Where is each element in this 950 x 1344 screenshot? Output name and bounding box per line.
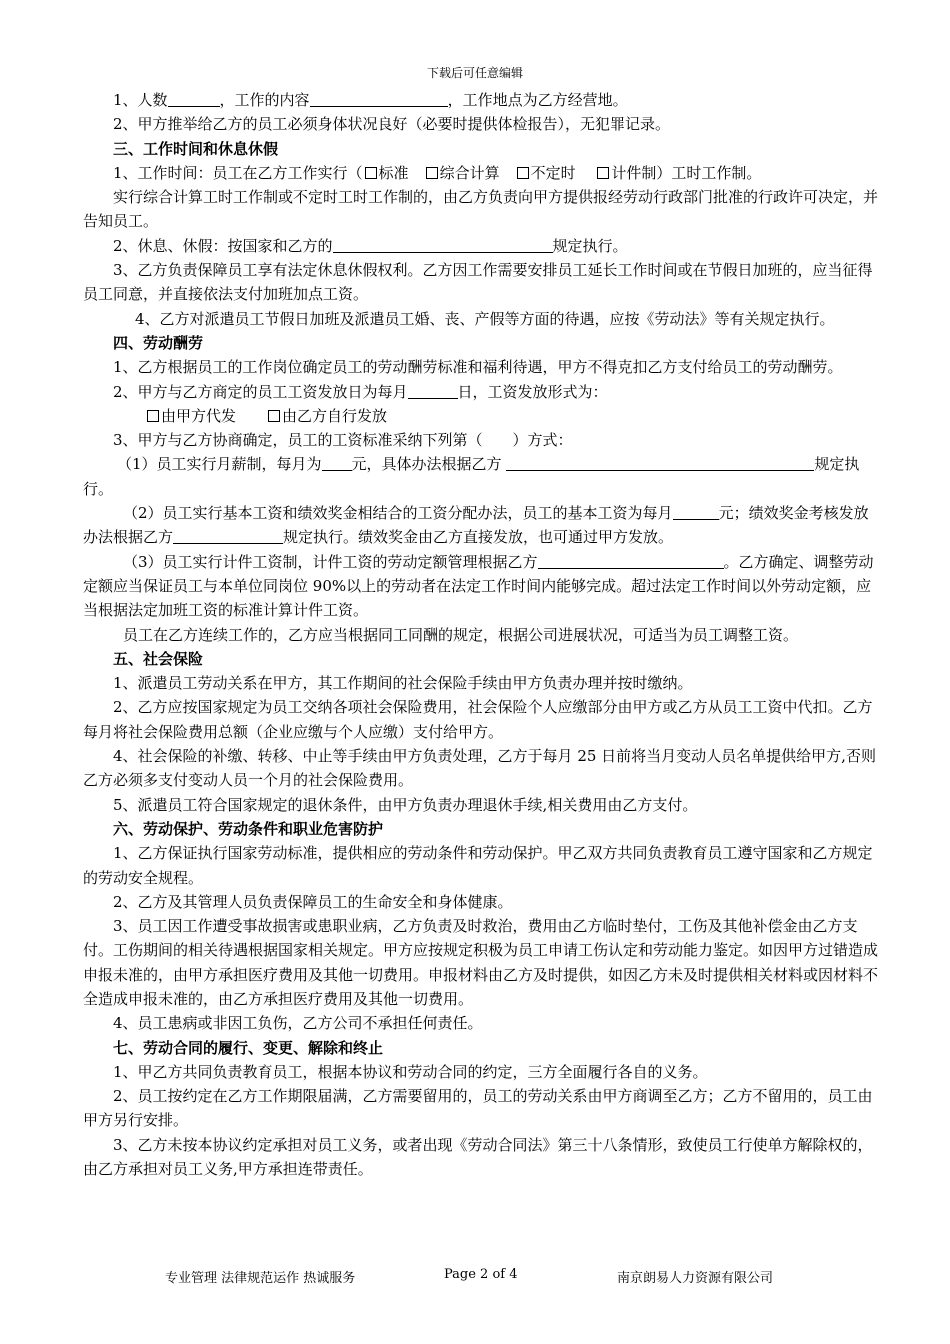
section-heading: 七、劳动合同的履行、变更、解除和终止: [113, 1038, 384, 1057]
paragraph: 4、乙方对派遣员工节假日加班及派遣员工婚、丧、产假等方面的待遇，应按《劳动法》等有关规定执行。: [135, 309, 835, 328]
checkbox: [426, 167, 438, 179]
payment-options: 由甲方代发 由乙方自行发放: [83, 404, 878, 428]
paragraph: 2、乙方及其管理人员负责保障员工的生命安全和身体健康。: [113, 892, 513, 911]
blank-line: [506, 454, 814, 471]
footer-slogan: 专业管理 法律规范运作 热诚服务: [165, 1271, 356, 1286]
paragraph: 2、员工按约定在乙方工作期限届满，乙方需要留用的，员工的劳动关系由甲方商调至乙方；乙方不留用的，员工由甲方另行安排。: [83, 1087, 873, 1130]
checkbox: [597, 167, 609, 179]
blank-line: [168, 90, 220, 107]
blank-line: [333, 236, 553, 253]
paragraph: （2）员工实行基本工资和绩效奖金相结合的工资分配办法，员工的基本工资为每月 元；绩效奖金考核发放办法根据乙方 规定执行。绩效奖金由乙方直接发放，也可通过甲方发放。: [83, 504, 869, 547]
checkbox: [147, 410, 159, 422]
paragraph: 4、员工患病或非因工负伤，乙方公司不承担任何责任。: [113, 1014, 483, 1033]
blank-line: [538, 552, 724, 569]
paragraph: （3）员工实行计件工资制，计件工资的劳动定额管理根据乙方 。乙方确定、调整劳动定额应当保证员工与本单位同岗位 90%以上的劳动者在法定工作时间内能够完成。超过法定工作时间以外劳动定额，应当根据法定加班工资的标准计算计件工资。: [83, 552, 874, 620]
paragraph: 3、乙方未按本协议约定承担对员工义务，或者出现《劳动合同法》第三十八条情形，致使员工行使单方解除权的，由乙方承担对员工义务,甲方承担连带责任。: [83, 1135, 873, 1179]
paragraph: 5、派遣员工符合国家规定的退休条件，由甲方负责办理退休手续,相关费用由乙方支付。: [113, 795, 698, 814]
paragraph: 1、工作时间：员工在乙方工作实行（ 标准 综合计算 不定时 计件制）工时工作制。: [113, 163, 762, 182]
blank-line: [673, 503, 719, 520]
paragraph: 4、社会保险的补缴、转移、中止等手续由甲方负责处理，乙方于每月 25 日前将当月变动人员名单提供给甲方,否则乙方必须多支付变动人员一个月的社会保险费用。: [83, 747, 876, 790]
company-name: 南京朗易人力资源有限公司: [617, 1271, 774, 1286]
blank-line: [322, 454, 352, 471]
section-heading: 三、工作时间和休息休假: [113, 139, 279, 158]
paragraph: 1、甲乙方共同负责教育员工，根据本协议和劳动合同的约定，三方全面履行各自的义务。: [113, 1062, 708, 1081]
section-heading: 六、劳动保护、劳动条件和职业危害防护: [113, 819, 384, 838]
checkbox: [365, 167, 377, 179]
blank-line: [310, 90, 448, 107]
paragraph: 3、员工因工作遭受事故损害或患职业病，乙方负责及时救治，费用由乙方临时垫付，工伤及其他补偿金由乙方支付。工伤期间的相关待遇根据国家相关规定。甲方应按规定积极为员工申请工伤认定和劳动能力鉴定。如因甲方过错造成申报未准的，由甲方承担医疗费用及其他一切费用。申报材料由乙方及时提供，如因乙方未及时提供相关材料或因材料不全造成申报未准的，由乙方承担医疗费用及其他一切费用。: [83, 917, 879, 1008]
paragraph: 1、乙方根据员工的工作岗位确定员工的劳动酬劳标准和福利待遇，甲方不得克扣乙方支付给员工的劳动酬劳。: [113, 358, 843, 377]
section-heading: 五、社会保险: [113, 649, 204, 668]
paragraph: 1、人数 ，工作的内容 ，工作地点为乙方经营地。: [113, 91, 628, 109]
paragraph: 1、派遣员工劳动关系在甲方，其工作期间的社会保险手续由甲方负责办理并按时缴纳。: [113, 674, 693, 693]
blank-line: [173, 527, 283, 544]
paragraph: 3、乙方负责保障员工享有法定休息休假权利。乙方因工作需要安排员工延长工作时间或在节假日加班的，应当征得员工同意，并直接依法支付加班加点工资。: [83, 261, 873, 304]
page-header: 下载后可任意编辑: [426, 66, 523, 80]
paragraph: 3、甲方与乙方协商确定，员工的工资标准采纳下列第（ ）方式：: [113, 431, 573, 450]
checkbox: [268, 410, 280, 422]
paragraph: 2、休息、休假：按国家和乙方的 规定执行。: [113, 236, 628, 255]
paragraph: （1）员工实行月薪制，每月为 元，具体办法根据乙方 规定执行。: [83, 455, 860, 498]
paragraph: 实行综合计算工时工作制或不定时工时工作制的，由乙方负责向甲方提供报经劳动行政部门批准的行政许可决定，并告知员工。: [83, 188, 879, 231]
paragraph: 2、乙方应按国家规定为员工交纳各项社会保险费用，社会保险个人应缴部分由甲方或乙方从员工工资中代扣。乙方每月将社会保险费用总额（企业应缴与个人应缴）支付给甲方。: [83, 698, 873, 741]
paragraph: 员工在乙方连续工作的，乙方应当根据同工同酬的规定，根据公司进展状况，可适当为员工调整工资。: [123, 625, 799, 644]
page-number: Page 2 of 4: [444, 1267, 518, 1282]
paragraph: 1、乙方保证执行国家劳动标准，提供相应的劳动条件和劳动保护。甲乙双方共同负责教育员工遵守国家和乙方规定的劳动安全规程。: [83, 844, 873, 887]
section-heading: 四、劳动酬劳: [113, 333, 204, 352]
blank-line: [408, 382, 458, 399]
document-body: [83, 88, 878, 1181]
checkbox: [517, 167, 529, 179]
paragraph: 2、甲方与乙方商定的员工工资发放日为每月 日，工资发放形式为：: [113, 382, 608, 401]
paragraph: 2、甲方推举给乙方的员工必须身体状况良好（必要时提供体检报告），无犯罪记录。: [113, 115, 671, 134]
